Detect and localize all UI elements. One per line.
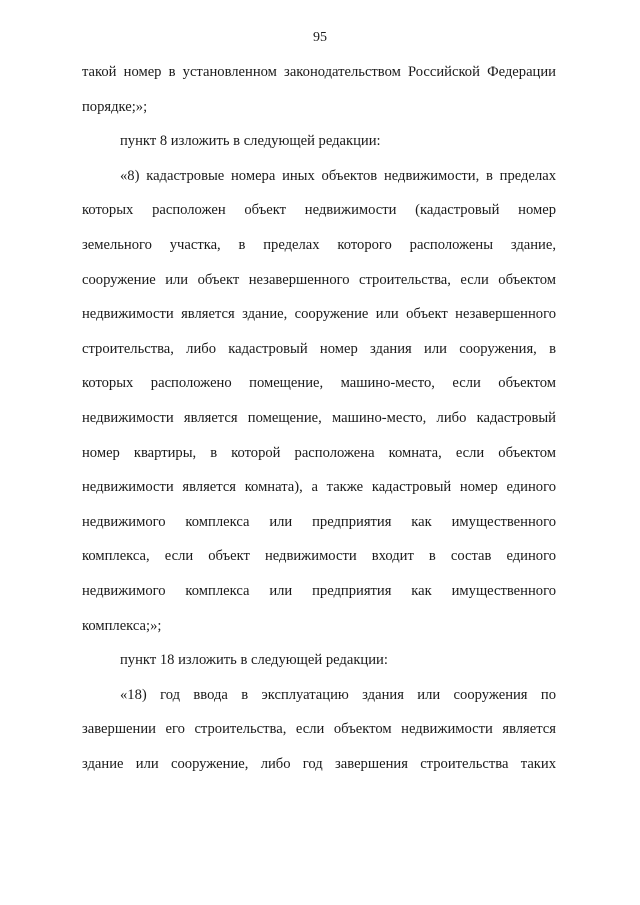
text-line: комплекса, если объект недвижимости входит в состав единого bbox=[82, 548, 556, 565]
text-line: недвижимости является помещение, машино-место, либо кадастровый bbox=[82, 409, 556, 426]
text-line: завершении его строительства, если объектом недвижимости является bbox=[82, 721, 556, 738]
paragraph bbox=[82, 159, 556, 643]
paragraph bbox=[82, 643, 556, 678]
text-line: комплекса;»; bbox=[82, 617, 162, 634]
text-line: такой номер в установленном законодательством Российской Федерации bbox=[82, 64, 556, 80]
text-line: земельного участка, в пределах которого расположены здание, bbox=[82, 236, 556, 253]
text-line: недвижимости является здание, сооружение или объект незавершенного bbox=[82, 306, 556, 323]
text-line: строительства, либо кадастровый номер здания или сооружения, в bbox=[82, 340, 556, 357]
page-number: 95 bbox=[313, 30, 327, 45]
text-line: недвижимого комплекса или предприятия как имущественного bbox=[82, 513, 556, 530]
text-line: «8) кадастровые номера иных объектов недвижимости, в пределах bbox=[120, 167, 556, 184]
text-line: сооружение или объект незавершенного строительства, если объектом bbox=[82, 271, 556, 288]
text-line: номер квартиры, в которой расположена комната, если объектом bbox=[82, 444, 556, 461]
text-line: недвижимости является комната), а также кадастровый номер единого bbox=[82, 479, 556, 496]
text-line: «18) год ввода в эксплуатацию здания или сооружения по bbox=[120, 686, 556, 703]
paragraph bbox=[82, 678, 556, 782]
paragraph bbox=[82, 124, 556, 159]
text-line: которых расположен объект недвижимости (кадастровый номер bbox=[82, 202, 556, 219]
paragraph bbox=[82, 55, 556, 124]
text-line: порядке;»; bbox=[82, 98, 148, 115]
text-line: здание или сооружение, либо год завершения строительства таких bbox=[82, 755, 556, 772]
text-line: которых расположено помещение, машино-место, если объектом bbox=[82, 375, 556, 392]
text-line: недвижимого комплекса или предприятия как имущественного bbox=[82, 582, 556, 599]
document-body bbox=[82, 55, 556, 781]
text-line: пункт 18 изложить в следующей редакции: bbox=[120, 652, 388, 669]
text-line: пункт 8 изложить в следующей редакции: bbox=[120, 133, 381, 150]
